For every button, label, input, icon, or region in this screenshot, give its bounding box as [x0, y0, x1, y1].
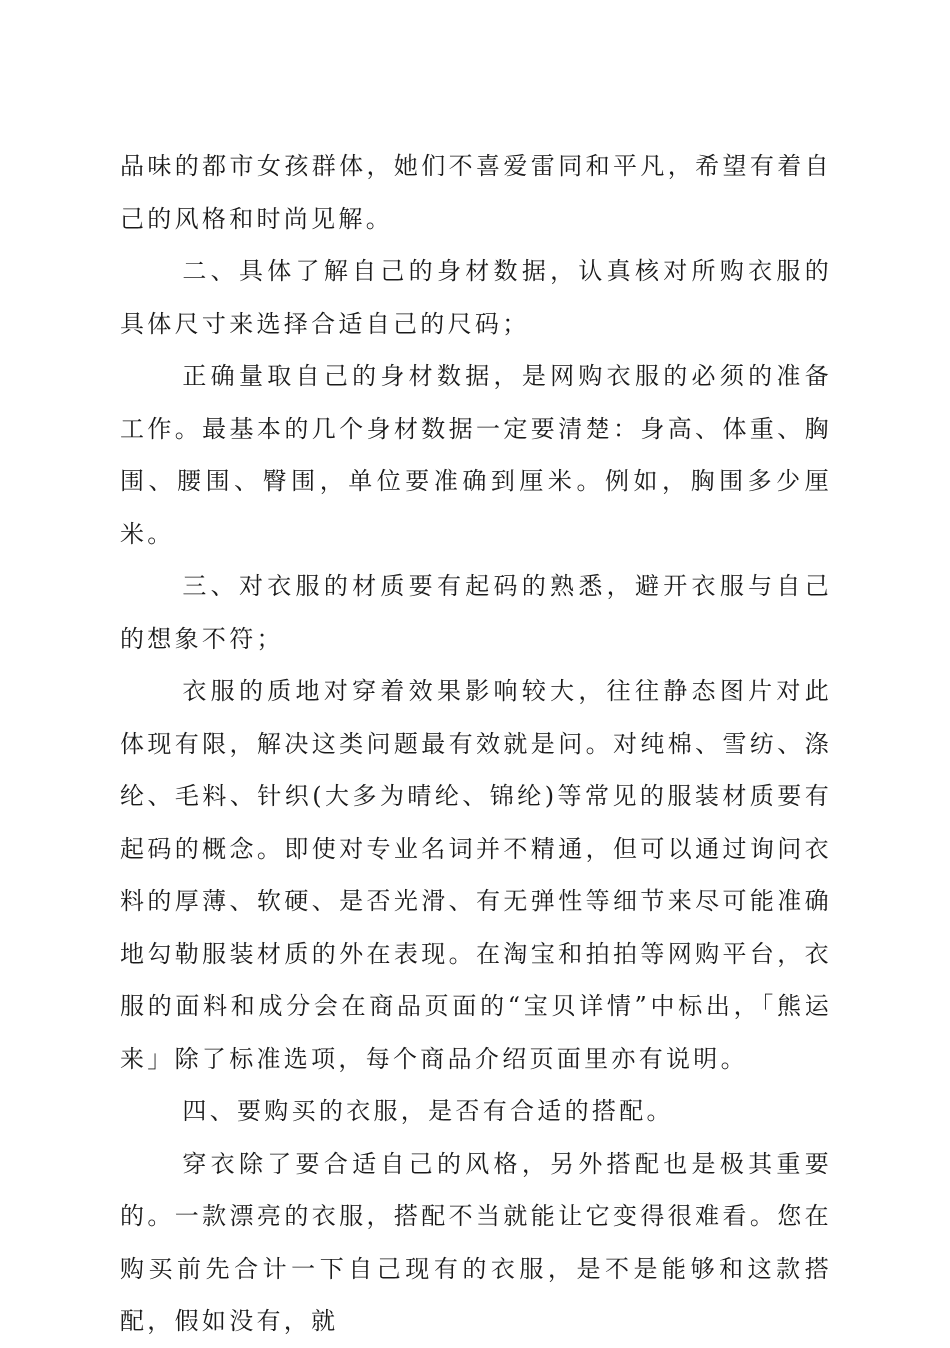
paragraph-fabric: 衣服的质地对穿着效果影响较大，往往静态图片对此体现有限，解决这类问题最有效就是问。对纯棉、雪纺、涤纶、毛料、针织(大多为晴纶、锦纶)等常见的服装材质要有起码的概念。即使对专业名词并不精通，但可以通过询问衣料的厚薄、软硬、是否光滑、有无弹性等细节来尽可能准确地勾勒服装材质的外在表现。在淘宝和拍拍等网购平台，衣服的面料和成分会在商品页面的“宝贝详情”中标出，「熊运来」除了标准选项，每个商品介绍页面里亦有说明。	[120, 677, 832, 1073]
document-body	[120, 140, 832, 1348]
paragraph-matching: 穿衣除了要合适自己的风格，另外搭配也是极其重要的。一款漂亮的衣服，搭配不当就能让它变得很难看。您在购买前先合计一下自己现有的衣服，是不是能够和这款搭配，假如没有，就	[120, 1149, 832, 1335]
heading-point-two: 二、具体了解自己的身材数据，认真核对所购衣服的具体尺寸来选择合适自己的尺码；	[120, 257, 832, 338]
paragraph-continuation: 品味的都市女孩群体，她们不喜爱雷同和平凡，希望有着自己的风格和时尚见解。	[120, 152, 832, 233]
paragraph-body-measurements: 正确量取自己的身材数据，是网购衣服的必须的准备工作。最基本的几个身材数据一定要清楚：身高、体重、胸围、腰围、臀围，单位要准确到厘米。例如，胸围多少厘米。	[120, 362, 832, 548]
heading-point-three: 三、对衣服的材质要有起码的熟悉，避开衣服与自己的想象不符；	[120, 572, 832, 653]
heading-point-four: 四、要购买的衣服，是否有合适的搭配。	[182, 1097, 674, 1125]
